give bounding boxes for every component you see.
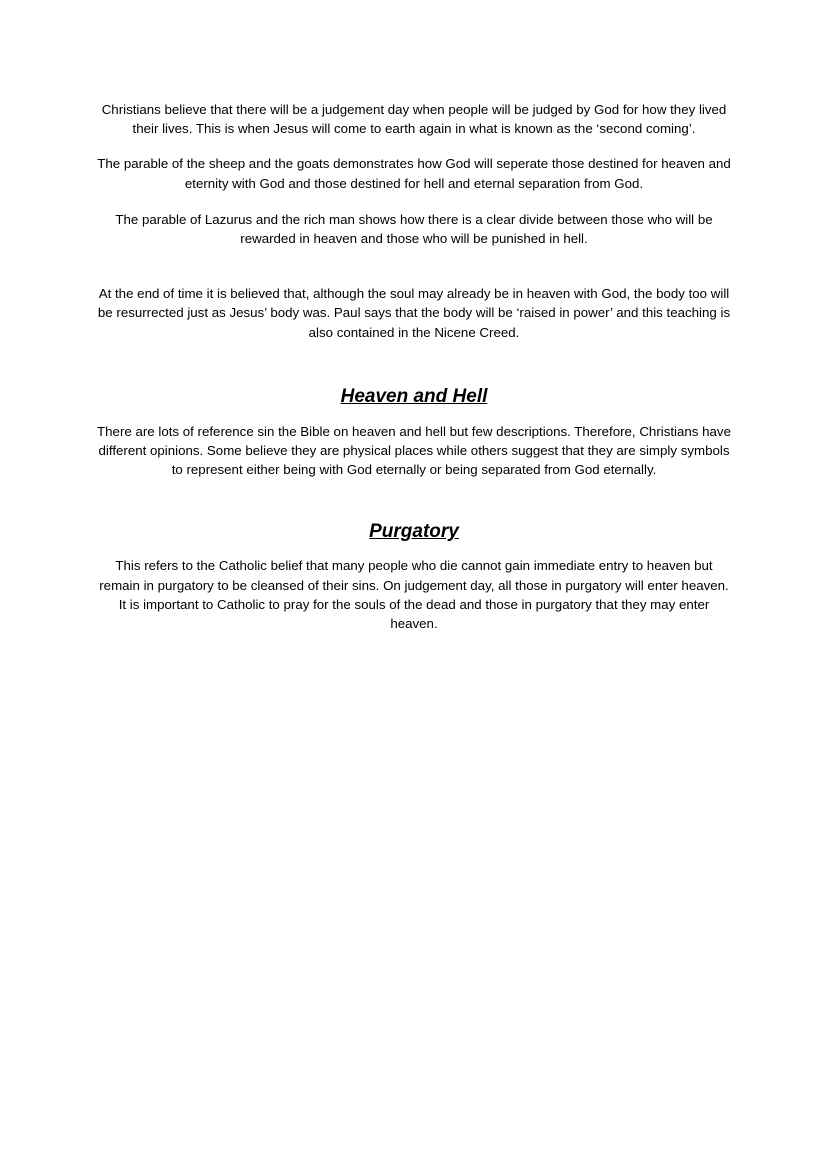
resurrection-paragraph: At the end of time it is believed that, although the soul may already be in heaven with God, the body too will be resurrected just as Jesus’ body was. Paul says that the body will be ‘raised in power’ and this teaching is also contained in the Nicene Creed. [97, 286, 731, 340]
heaven-hell-paragraph: There are lots of reference sin the Bible on heaven and hell but few descriptions. Therefore, Christians have different opinions. Some believe they are physical places while others suggest that they are simply symbols to represent either being with God eternally or being separated from God eternally. [97, 423, 731, 478]
heaven-hell-heading: Heaven and Hell [340, 385, 488, 407]
judgement-day-paragraph: Christians believe that there will be a judgement day when people will be judged by God for how they lived their lives. This is when Jesus will come to earth again in what is known as the ‘second coming’. [101, 102, 727, 137]
purgatory-paragraph: This refers to the Catholic belief that many people who die cannot gain immediate entry to heaven but remain in purgatory to be cleansed of their sins. On judgement day, all those in purgatory will enter heaven. It is important to Catholic to pray for the souls of the dead and those in purgatory that they may enter heaven. [99, 558, 729, 632]
document-page [96, 100, 732, 633]
purgatory-heading: Purgatory [369, 521, 459, 543]
sheep-goats-paragraph: The parable of the sheep and the goats demonstrates how God will seperate those destined for heaven and eternity with God and those destined for hell and eternal separation from God. [97, 156, 731, 191]
lazarus-paragraph: The parable of Lazurus and the rich man shows how there is a clear divide between those who will be rewarded in heaven and those who will be punished in hell. [115, 211, 713, 247]
